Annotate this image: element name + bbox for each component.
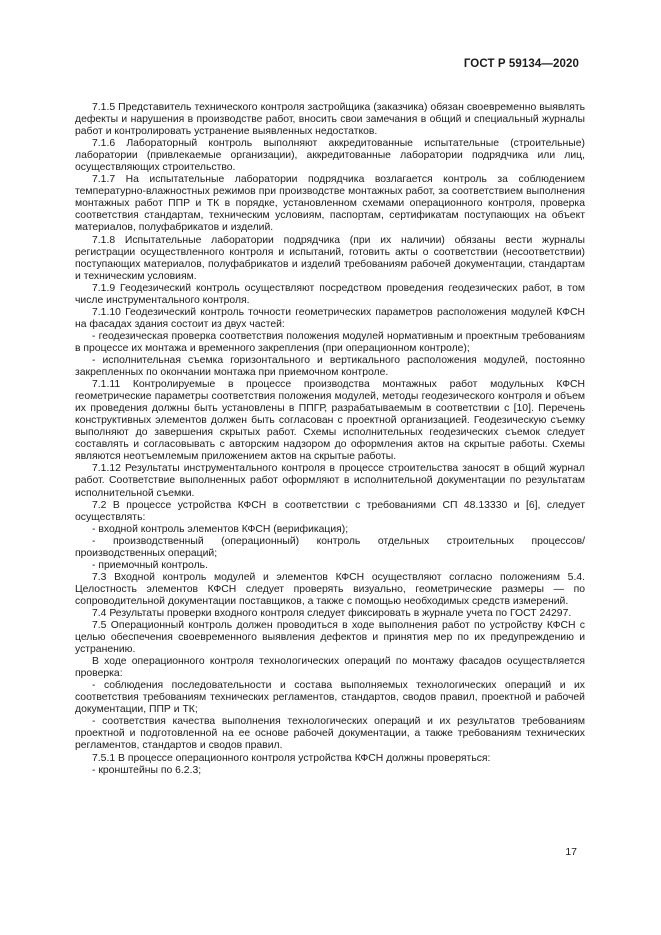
paragraph-7-1-8: 7.1.8 Испытательные лаборатории подрядчика (при их наличии) обязаны вести журналы регистрации осуществленного контроля и испытаний, готовить акты о соответствии (несоответствии) поступающих материалов, полуфабрикатов и изделий требованиям рабочей документации, стандартам и техническим условиям. — [75, 234, 585, 282]
list-item: - соответствия качества выполнения технологических операций и их результатов требованиям проектной и подготовленной на ее основе рабочей документации, а также требованиям технических регламентов, стандартов и сводов правил. — [75, 716, 585, 752]
paragraph-7-5-1: 7.5.1 В процессе операционного контроля устройства КФСН должны проверяться: — [92, 752, 491, 764]
paragraph-7-1-6: 7.1.6 Лабораторный контроль выполняют аккредитованные испытательные (строительные) лаборатории (привлекаемые организации), аккредитованные лаборатории подрядчика или лиц, осуществляющих строительство. — [75, 138, 585, 174]
page-number: 17 — [565, 846, 577, 858]
paragraph-7-1-9: 7.1.9 Геодезический контроль осуществляют посредством проведения геодезических работ, в том числе инструментального контроля. — [75, 282, 585, 306]
paragraph-7-1-7: 7.1.7 На испытательные лаборатории подрядчика возлагается контроль за соблюдением температурно-влажностных режимов при производстве монтажных работ, за соответствием выполнения монтажных работ ППР и ТК в порядке, установленном схемами операционного контроля, проверка соответствия стандартам, техническим условиям, паспортам, сертификатам поступающих на объект материалов, полуфабрикатов и изделий. — [75, 174, 585, 234]
paragraph-operational-control: В ходе операционного контроля технологических операций по монтажу фасадов осуществляется проверка: — [75, 656, 585, 680]
document-header: ГОСТ Р 59134—2020 — [463, 58, 579, 70]
document-body — [75, 102, 585, 777]
list-item: - кронштейны по 6.2.3; — [92, 764, 202, 776]
list-item: - соблюдения последовательности и состава выполняемых технологических операций и их соответствия требованиям технических регламентов, стандартов, сводов правил, проектной и рабочей документации, ППР и ТК; — [75, 680, 585, 716]
paragraph-7-5: 7.5 Операционный контроль должен проводиться в ходе выполнения работ по устройству КФСН с целью обеспечения своевременного выявления дефектов и принятия мер по их предупреждению и устранению. — [75, 620, 585, 656]
paragraph-7-1-12: 7.1.12 Результаты инструментального контроля в процессе строительства заносят в общий журнал работ. Соответствие выполненных работ оформляют в исполнительной документации по результатам исполнительной съемки. — [75, 463, 585, 499]
list-item: - приемочный контроль. — [92, 559, 208, 571]
list-item: - исполнительная съемка горизонтального и вертикального расположения модулей, постоянно закрепленных по окончании монтажа при приемочном контроле. — [75, 354, 585, 379]
paragraph-7-4: 7.4 Результаты проверки входного контроля следует фиксировать в журнале учета по ГОСТ 24297. — [92, 607, 572, 619]
paragraph-7-1-5: 7.1.5 Представитель технического контроля застройщика (заказчика) обязан своевременно выявлять дефекты и нарушения в производстве работ, вносить свои замечания в общий и специальный журналы работ и контролировать устранение выявленных недостатков. — [75, 102, 585, 138]
list-item: - геодезическая проверка соответствия положения модулей нормативным и проектным требованиям в процессе их монтажа и временного закрепления (при операционном контроле); — [75, 330, 585, 354]
paragraph-7-3: 7.3 Входной контроль модулей и элементов КФСН осуществляют согласно положениям 5.4. Целостность элементов КФСН следует проверять визуально, геометрические размеры — по сопроводительной документации поставщиков, а также с помощью необходимых средств измерений. — [75, 571, 585, 607]
paragraph-7-1-11: 7.1.11 Контролируемые в процессе производства монтажных работ модульных КФСН геометрические параметры соответствия положения модулей, методы геодезического контроля и объем их проведения должны быть установлены в ППГР, разрабатываемым в соответствии с [10]. Перечень конструктивных элементов должен быть согласован с проектной организацией. Геодезическую съемку выполняют до завершения скрытых работ. Схемы исполнительных геодезических съемок следует составлять и согласовывать с авторским надзором до оформления актов на скрытые работы. Схемы являются неотъемлемым приложением актов на скрытые работы. — [75, 379, 585, 463]
list-item: - производственный (операционный) контроль отдельных строительных процессов/производственных операций; — [75, 535, 585, 559]
paragraph-7-1-10: 7.1.10 Геодезический контроль точности геометрических параметров расположения модулей КФСН на фасадах здания состоит из двух частей: — [75, 306, 585, 330]
list-item: - входной контроль элементов КФСН (верификация); — [92, 523, 349, 535]
paragraph-7-2: 7.2 В процессе устройства КФСН в соответствии с требованиями СП 48.13330 и [6], следует осуществлять: — [75, 499, 585, 523]
